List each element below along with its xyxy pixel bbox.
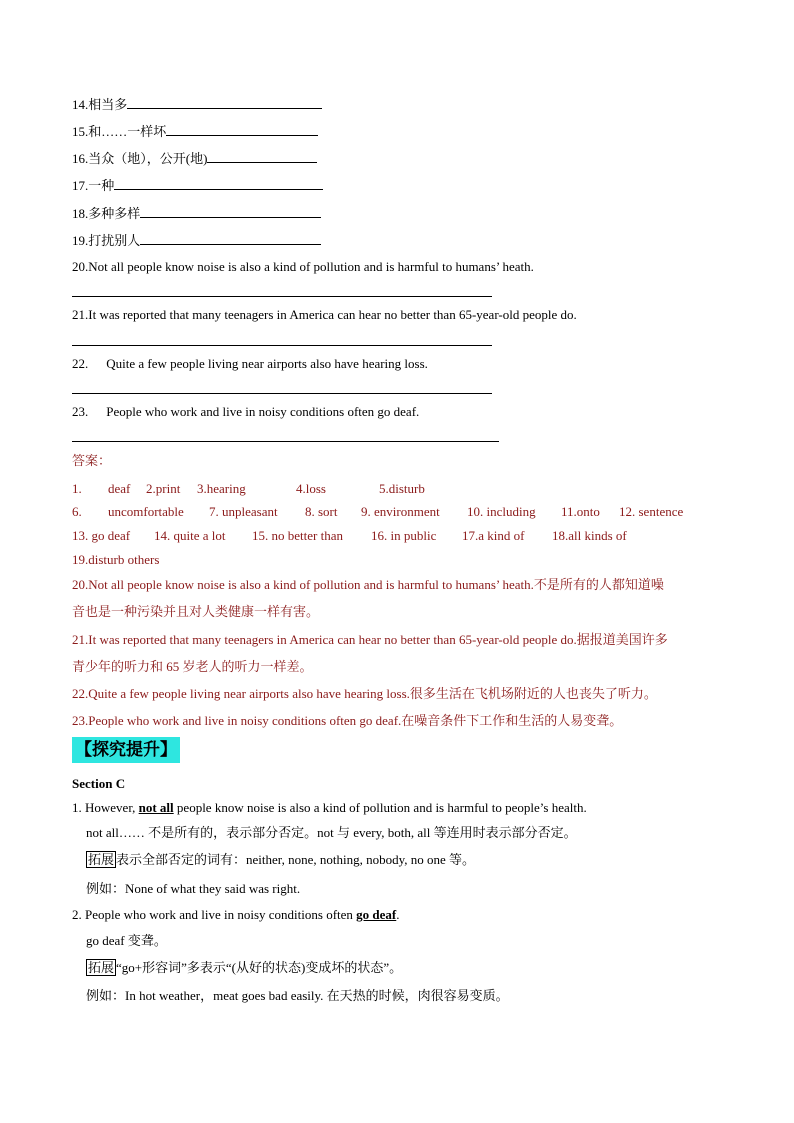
point-2-example: 例如：In hot weather，meat goes bad easily. 在天热的时候，肉很容易变质。 bbox=[86, 988, 509, 1003]
answer-20-line-1: 20.Not all people know noise is also a kind of pollution and is harmful to humans’ heath.不是所有的人都知道噪 bbox=[72, 577, 664, 592]
point-1-note: not all…… 不是所有的，表示部分否定。not 与 every, both, all 等连用时表示部分否定。 bbox=[86, 825, 577, 840]
sentence-20: 20.Not all people know noise is also a kind of pollution and is harmful to humans’ heath. bbox=[72, 259, 534, 274]
answer-blank bbox=[127, 96, 322, 109]
vocab-item bbox=[72, 232, 321, 249]
answer-blank bbox=[140, 205, 321, 218]
document-page: 14.相当多 15.和……一样坏 16.当众（地），公开(地) 17.一种 18.多种多样 19.打扰别人 20.Not all people know noise is also a kind of pollution and is harmful to humans’ heath. 21.It was reported that many teenagers in America can hear no better than 65-year-old people do. 22. Quite a few people living near airports also have hearing loss. 23. People who work and live in noisy conditions often go deaf. 答案： 1. deaf 2.print 3.hearing 4.loss 5.disturb 6. uncomfortable 7. unpleasant 8. sort 9. environment 10. including 11.onto 12. sentence 13. go deaf 14. quite a lot 15. no better than 16. in public 17.a kind of 18.all kinds of 19.disturb others 20.Not all people know noise is also a kind of pollution and is harmful to humans’ heath.不是所有的人都知道噪 音也是一种污染并且对人类健康一样有害。 21.It was reported that many teenagers in America can hear no better than 65-year-old people do.据报道美国许多 青少年的听力和 65 岁老人的听力一样差。 22.Quite a few people living near airports also have hearing loss.很多生活在飞机场附近的人也丧失了听力。 23.People who work and live in noisy conditions often go deaf.在噪音条件下工作和生活的人易变聋。 【探究提升】 Section C 1. However, not all people know noise is also a kind of pollution and is harmful to people’s health. not all…… 不是所有的，表示部分否定。not 与 every, both, all 等连用时表示部分否定。 拓展 表示全部否定的词有：neither, none, nothing, nobody, no one 等。 例如：None of what they said was right. 2. People who work and live in noisy conditions often go deaf. go deaf 变聋。 拓展 “go+形容词”多表示“(从好的状态)变成坏的状态”。 例如：In hot weather，meat goes bad easily. 在天热的时候，肉很容易变质。 bbox=[72, 97, 684, 1003]
answer-blank bbox=[166, 123, 318, 136]
point-2-extension: 拓展 “go+形容词”多表示“(从好的状态)变成坏的状态”。 bbox=[88, 960, 403, 975]
key-phrase: not all bbox=[138, 800, 174, 815]
point-1-sentence: 1. However, not all people know noise is also a kind of pollution and is harmful to people’s health. bbox=[72, 800, 587, 815]
answer-line bbox=[72, 393, 492, 394]
answers-label: 答案： bbox=[72, 453, 112, 468]
point-2-note: go deaf 变聋。 bbox=[86, 933, 167, 948]
item-number: 18. bbox=[72, 206, 89, 221]
item-prompt: 一种 bbox=[88, 178, 115, 193]
sentence-22 bbox=[72, 356, 428, 372]
section-title: Section C bbox=[72, 776, 126, 791]
answer-blank bbox=[207, 150, 317, 163]
vocab-item bbox=[72, 123, 318, 140]
item-number: 22. bbox=[72, 356, 89, 371]
vocab-item bbox=[72, 205, 321, 222]
item-prompt: 打扰别人 bbox=[88, 233, 141, 248]
point-2-sentence: 2. People who work and live in noisy conditions often go deaf. bbox=[72, 907, 400, 922]
item-prompt: 当众（地），公开(地) bbox=[88, 151, 208, 166]
item-number: 16. bbox=[72, 151, 89, 166]
item-number: 19. bbox=[72, 233, 89, 248]
answer-line bbox=[72, 345, 492, 346]
answer-line bbox=[72, 296, 492, 297]
item-prompt: 和……一样坏 bbox=[88, 124, 167, 139]
key-phrase: go deaf bbox=[356, 907, 397, 922]
item-number: 14. bbox=[72, 97, 89, 112]
item-number: 17. bbox=[72, 178, 89, 193]
extension-tag: 拓展 bbox=[88, 852, 115, 867]
sentence-23 bbox=[72, 404, 419, 420]
answer-21-line-1: 21.It was reported that many teenagers in America can hear no better than 65-year-old people do.据报道美国许多 bbox=[72, 632, 668, 647]
extension-tag: 拓展 bbox=[88, 960, 115, 975]
answer-blank bbox=[140, 232, 321, 245]
answer-line bbox=[72, 441, 499, 442]
answers-row-4: 19.disturb others bbox=[72, 552, 160, 567]
vocab-item bbox=[72, 96, 322, 113]
answer-23: 23.People who work and live in noisy conditions often go deaf.在噪音条件下工作和生活的人易变聋。 bbox=[72, 713, 623, 728]
vocab-item bbox=[72, 150, 317, 167]
section-banner: 【探究提升】 bbox=[72, 737, 180, 763]
item-prompt: 多种多样 bbox=[88, 206, 141, 221]
answer-20-line-2: 音也是一种污染并且对人类健康一样有害。 bbox=[72, 604, 320, 619]
item-number: 15. bbox=[72, 124, 89, 139]
sentence-text: People who work and live in noisy conditions often go deaf. bbox=[106, 404, 420, 419]
sentence-21: 21.It was reported that many teenagers in America can hear no better than 65-year-old people do. bbox=[72, 307, 577, 322]
sentence-text: Quite a few people living near airports also have hearing loss. bbox=[106, 356, 428, 371]
item-number: 23. bbox=[72, 404, 89, 419]
item-prompt: 相当多 bbox=[88, 97, 128, 112]
answer-22: 22.Quite a few people living near airports also have hearing loss.很多生活在飞机场附近的人也丧失了听力。 bbox=[72, 686, 657, 701]
answer-blank bbox=[114, 177, 323, 190]
answer-21-line-2: 青少年的听力和 65 岁老人的听力一样差。 bbox=[72, 659, 313, 674]
point-1-example: 例如：None of what they said was right. bbox=[86, 881, 301, 896]
vocab-item bbox=[72, 177, 323, 194]
point-1-extension: 拓展 表示全部否定的词有：neither, none, nothing, nobody, no one 等。 bbox=[88, 852, 476, 867]
